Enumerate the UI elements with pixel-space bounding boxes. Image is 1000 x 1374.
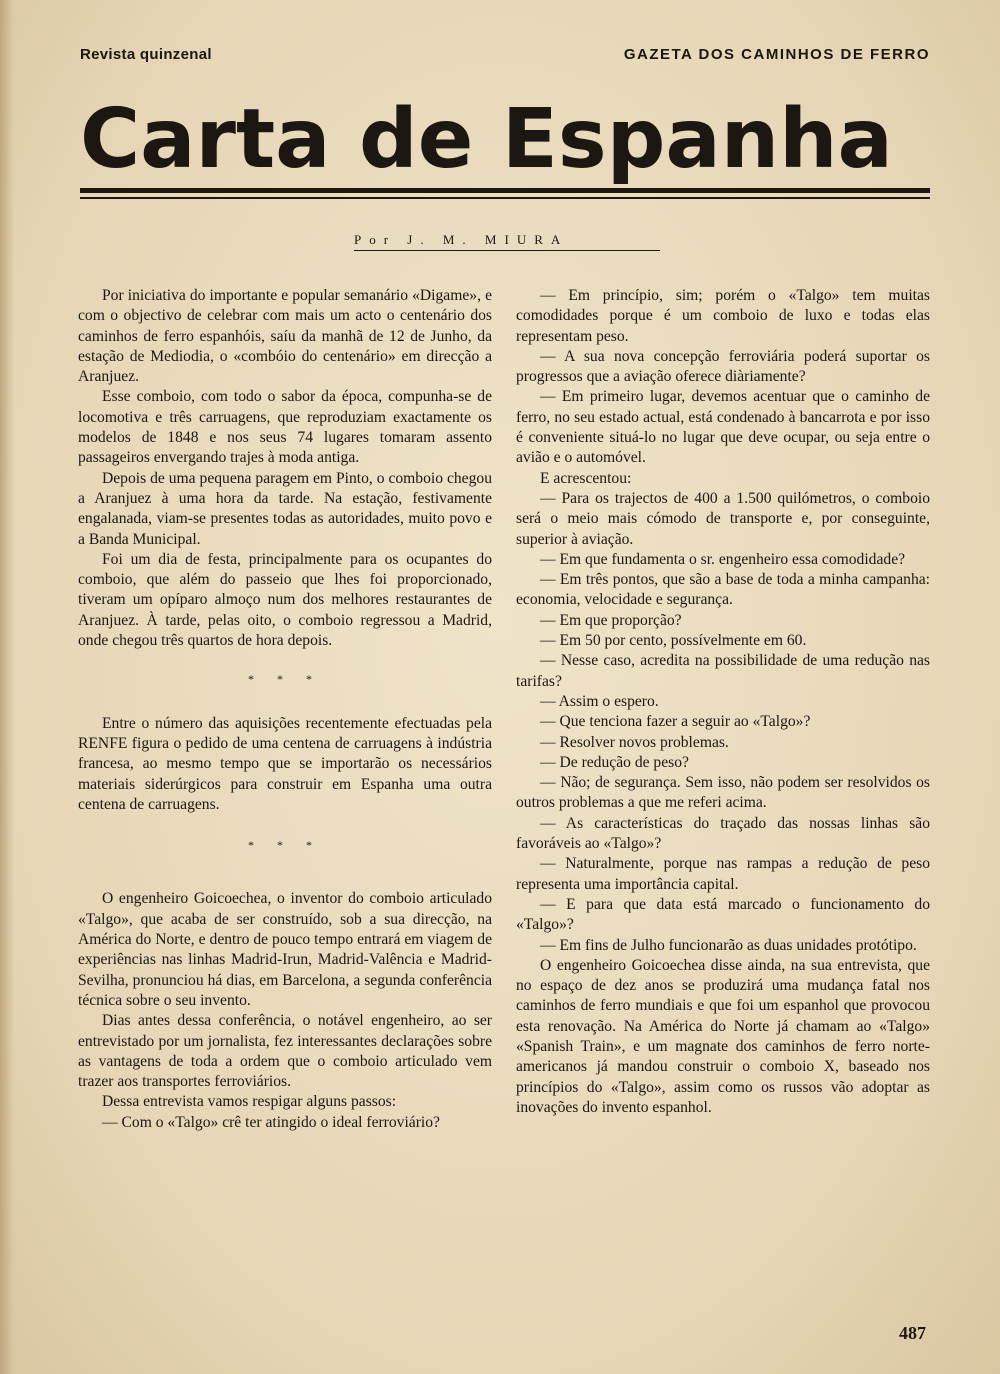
paragraph: — As características do traçado das nossas linhas são favoráveis ao «Talgo»?: [516, 814, 930, 853]
paragraph: — Que tenciona fazer a seguir ao «Talgo»?: [540, 713, 811, 731]
page-number: 487: [899, 1323, 926, 1343]
section-separator: * * *: [248, 672, 322, 687]
paragraph: Depois de uma pequena paragem em Pinto, o comboio chegou a Aranjuez à uma hora da tarde. Na estação, festivamente engalanada, viam-se presentes todas as autoridades, muito povo e a Banda Municipal.: [78, 469, 492, 548]
paragraph: — A sua nova concepção ferroviária poderá suportar os progressos que a aviação oferece diàriamente?: [516, 347, 930, 386]
title-rule-thick: [80, 188, 930, 193]
left-column: [78, 286, 492, 1133]
header-left: Revista quinzenal: [80, 46, 212, 63]
running-header: [80, 46, 930, 63]
paragraph: — Nesse caso, acredita na possibilidade de uma redução nas tarifas?: [516, 652, 930, 690]
paragraph: Entre o número das aquisições recentemente efectuadas pela RENFE figura o pedido de uma centena de carruagens à indústria francesa, ao mesmo tempo que se importarão os necessários materiais siderúrgicos para construir em Espanha uma outra centena de carruagens.: [78, 714, 492, 813]
paragraph: — Para os trajectos de 400 a 1.500 quilómetros, o comboio será o meio mais cómodo de transporte e, por conseguinte, superior à aviação.: [516, 489, 930, 548]
title-rule-thin: [80, 197, 930, 199]
byline: Por J. M. MIURA: [354, 232, 660, 251]
paragraph: — Em três pontos, que são a base de toda a minha campanha: economia, velocidade e segurança.: [516, 571, 930, 609]
paragraph: — De redução de peso?: [540, 753, 689, 771]
section-separator: * * *: [248, 838, 322, 853]
paragraph: O engenheiro Goicoechea, o inventor do comboio articulado «Talgo», que acaba de ser construído, sob a sua direcção, na América do Norte, e dentro de pouco tempo entrará em viagem de experiências nas linhas Madrid-Irun, Madrid-Valência e Madrid-Sevilha, pronunciou há dias, em Barcelona, a segunda conferência técnica sobre o seu invento.: [78, 890, 492, 1009]
paragraph: — Não; de segurança. Sem isso, não podem ser resolvidos os outros problemas a que me referi acima.: [516, 774, 930, 812]
header-right: GAZETA DOS CAMINHOS DE FERRO: [623, 46, 930, 63]
paragraph: — Com o «Talgo» crê ter atingido o ideal ferroviário?: [102, 1113, 440, 1131]
paragraph: Por iniciativa do importante e popular semanário «Digame», e com o objectivo de celebrar com mais um acto o centenário dos caminhos de ferro espanhóis, saíu da manhã de 12 de Junho, da estação de Mediodia, o «combóio do centenário» em direcção a Aranjuez.: [78, 287, 492, 386]
paragraph: Foi um dia de festa, principalmente para os ocupantes do comboio, que além do passeio que lhes foi proporcionado, tiveram um opíparo almoço num dos melhores restaurantes de Aranjuez. À tarde, pelas oito, o comboio regressou a Madrid, onde chegou três quartos de hora depois.: [78, 550, 492, 650]
paragraph: O engenheiro Goicoechea disse ainda, na sua entrevista, que no espaço de dez anos se produzirá uma mudança fatal nos caminhos de ferro mundiais e que foi um espanhol que provocou esta renovação. Na América do Norte já chamam ao «Talgo» «Spanish Train», e um magnate dos caminhos de ferro norte-americanos já mandou construir o comboio X, baseado nos princípios do «Talgo», assim como os russos vão adoptar as inovações do invento espanhol.: [516, 956, 930, 1116]
page-binding-edge: [0, 0, 14, 1374]
right-column: [516, 286, 930, 1118]
paragraph: Esse comboio, com todo o sabor da época, compunha-se de locomotiva e três carruagens, que reproduziam exactamente os modelos de 1848 e nos seus 74 lugares tomaram assento passageiros envergando trajes à moda antiga.: [78, 388, 492, 467]
paragraph: — Resolver novos problemas.: [540, 733, 729, 751]
paragraph: — Assim o espero.: [540, 692, 659, 710]
paragraph: — Em princípio, sim; porém o «Talgo» tem muitas comodidades porque é um comboio de luxo e todas elas representam peso.: [516, 287, 930, 345]
paragraph: — Em primeiro lugar, devemos acentuar que o caminho de ferro, no seu estado actual, está condenado à bancarrota e por isso é conveniente situá-lo no lugar que deve ocupar, ou seja entre o avião e o automóvel.: [516, 388, 930, 467]
paragraph: — Em fins de Julho funcionarão as duas unidades protótipo.: [540, 936, 917, 954]
paragraph: Dias antes dessa conferência, o notável engenheiro, ao ser entrevistado por um jornalista, fez interessantes declarações sobre as vantagens de toda a ordem que o comboio articulado vem trazer aos transportes ferroviários.: [78, 1012, 492, 1091]
article-title: Carta de Espanha: [80, 92, 893, 187]
paragraph: — Em que fundamenta o sr. engenheiro essa comodidade?: [540, 550, 906, 568]
paragraph: — E para que data está marcado o funcionamento do «Talgo»?: [516, 895, 930, 934]
paragraph: Dessa entrevista vamos respigar alguns passos:: [102, 1093, 397, 1111]
paragraph: — Naturalmente, porque nas rampas a redução de peso representa uma importância capital.: [516, 855, 930, 893]
paragraph: — Em que proporção?: [540, 611, 682, 629]
paragraph: — Em 50 por cento, possívelmente em 60.: [540, 632, 807, 650]
paragraph: E acrescentou:: [540, 469, 632, 487]
